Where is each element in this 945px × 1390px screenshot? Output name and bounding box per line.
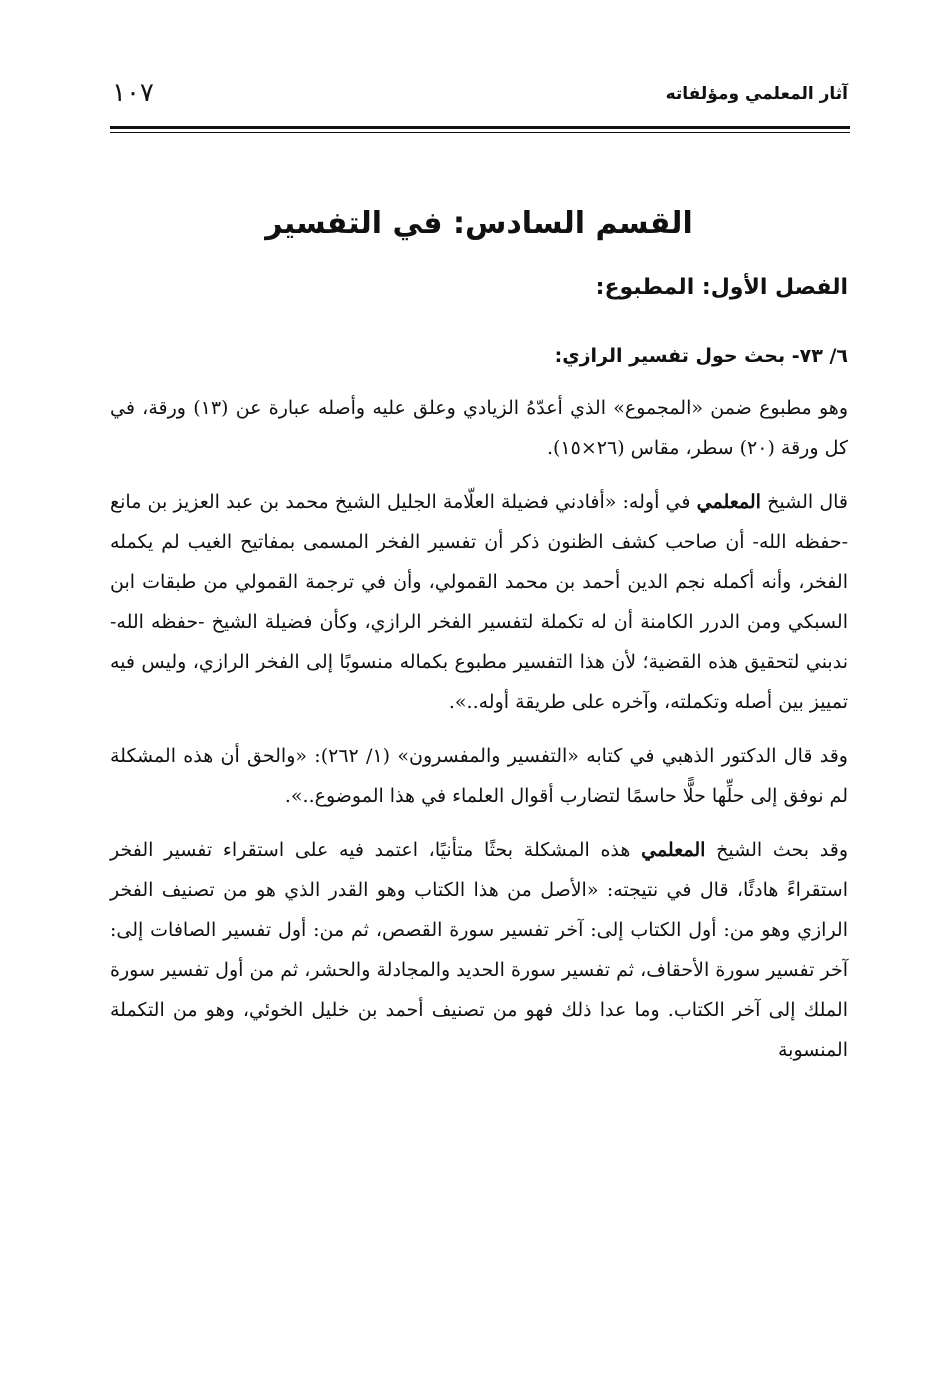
header-rule-thick xyxy=(110,126,850,129)
paragraph-4-rest: هذه المشكلة بحثًا متأنيًا، اعتمد فيه على استقراء تفسير الفخر استقراءً هادئًا، قال في نتيجته: «الأصل من هذا الكتاب وهو القدر الذي هو من تصنيف الفخر الرازي وهو من: أول الكتاب إلى: آخر تفسير سورة القصص، ثم من: أول تفسير الصافات إلى: آخر تفسير سورة الأحقاف، ثم تفسير سورة الحديد والمجادلة والحشر، ثم من أول تفسير سورة الملك إلى آخر الكتاب. وما عدا ذلك فهو من تصنيف أحمد بن خليل الخوئي، وهو من التكملة المنسوبة xyxy=(110,839,848,1061)
running-title: آثار المعلمي ومؤلفاته xyxy=(665,84,848,104)
paragraph-1: وهو مطبوع ضمن «المجموع» الذي أعدّهُ الزيادي وعلق عليه وأصله عبارة عن (١٣) ورقة، في كل ورقة (٢٠) سطر، مقاس (٢٦×١٥). xyxy=(110,397,848,459)
paragraph-2-start: قال الشيخ xyxy=(760,491,849,513)
paragraph-4 xyxy=(110,830,848,1070)
header-rule-thin xyxy=(110,132,850,133)
paragraph-2 xyxy=(110,482,848,722)
paragraph-4-start: وقد بحث الشيخ xyxy=(705,839,848,861)
page-header xyxy=(112,78,848,122)
entry-heading: ٦/ ٧٣- بحث حول تفسير الرازي: xyxy=(554,345,848,367)
paragraph-3: وقد قال الدكتور الذهبي في كتابه «التفسير والمفسرون» (١/ ٢٦٢): «والحق أن هذه المشكلة لم نوفق إلى حلِّها حلًّا حاسمًا لتضارب أقوال العلماء في هذا الموضوع..». xyxy=(110,745,848,807)
page-number: ١٠٧ xyxy=(112,78,154,108)
section-title: القسم السادس: في التفسير xyxy=(265,206,693,242)
author-name: المعلمي xyxy=(696,491,761,513)
chapter-heading: الفصل الأول: المطبوع: xyxy=(595,275,848,300)
paragraph-2-rest: في أوله: «أفادني فضيلة العلّامة الجليل الشيخ محمد بن عبد العزيز بن مانع -حفظه الله- أن صاحب كشف الظنون ذكر أن تفسير الفخر المسمى بمفاتيح الغيب لم يكمله الفخر، وأنه أكمله نجم الدين أحمد بن محمد القمولي، وأن في ترجمة القمولي من طبقات ابن السبكي ومن الدرر الكامنة أن له تكملة لتفسير الفخر الرازي، وكأن فضيلة الشيخ -حفظه الله- ندبني لتحقيق هذه القضية؛ لأن هذا التفسير مطبوع بكماله منسوبًا إلى الفخر الرازي، وليس فيه تمييز بين أصله وتكملته، وآخره على طريقة أوله..». xyxy=(110,491,848,713)
author-name: المعلمي xyxy=(641,839,706,861)
page-body xyxy=(110,268,848,1084)
